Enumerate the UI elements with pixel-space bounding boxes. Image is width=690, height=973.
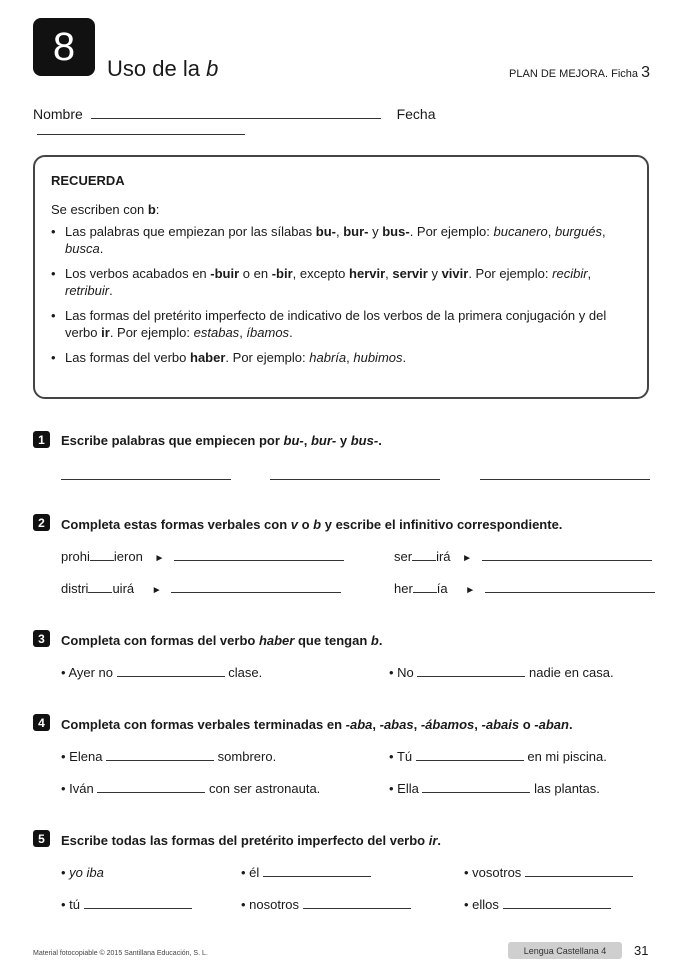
exercise-2-item-4: her ía ► [394,581,655,596]
arrow-right-icon: ► [154,553,165,564]
answer-blank[interactable] [525,875,633,877]
answer-blank[interactable] [417,675,525,677]
arrow-right-icon: ► [465,585,476,596]
recuerda-item-1: • Las palabras que empiezan por las sílabas bu-, bur- y bus-. Por ejemplo: bucanero, burgués, busca. [51,223,626,257]
copyright-notice: Material fotocopiable © 2015 Santillana Educación, S. L. [33,950,208,957]
exercise-5-number: 5 [33,830,50,847]
arrow-right-icon: ► [462,553,473,564]
letter-blank[interactable] [412,559,436,561]
exercise-5-item-6: • ellos [464,897,611,912]
recuerda-item-2: • Los verbos acabados en -buir o en -bir, excepto hervir, servir y vivir. Por ejemplo: recibir, retribuir. [51,265,626,299]
exercise-1-answer-3[interactable] [480,478,650,480]
answer-blank[interactable] [263,875,371,877]
exercise-2-item-1: prohi ieron ► [61,549,344,564]
book-title-tab: Lengua Castellana 4 [508,942,622,959]
recuerda-box [33,155,649,399]
infinitive-blank[interactable] [482,559,652,561]
answer-blank[interactable] [106,759,214,761]
exercise-4-number: 4 [33,714,50,731]
exercise-4-item-1: • Elena sombrero. [61,749,277,764]
recuerda-title: RECUERDA [51,173,125,188]
name-date-row [33,106,650,138]
recuerda-item-3: • Las formas del pretérito imperfecto de indicativo de los verbos de la primera conjugación y del verbo ir. Por ejemplo: estabas, íbamos. [51,307,626,341]
answer-blank[interactable] [84,907,192,909]
plan-label: PLAN DE MEJORA. Ficha 3 [509,64,650,81]
infinitive-blank[interactable] [485,591,655,593]
exercise-4-item-4: • Ella las plantas. [389,781,600,796]
exercise-2-item-2: ser irá ► [394,549,652,564]
date-field[interactable] [37,133,245,135]
answer-blank[interactable] [97,791,205,793]
exercise-5-item-1: • yo iba [61,865,104,880]
answer-blank[interactable] [303,907,411,909]
name-field[interactable] [91,117,381,119]
exercise-2-number: 2 [33,514,50,531]
recuerda-list [51,223,626,374]
exercise-4-item-2: • Tú en mi piscina. [389,749,607,764]
recuerda-item-4: • Las formas del verbo haber. Por ejemplo: habría, hubimos. [51,349,626,366]
answer-blank[interactable] [503,907,611,909]
exercise-5-item-5: • nosotros [241,897,411,912]
infinitive-blank[interactable] [174,559,344,561]
unit-number-badge: 8 [33,18,95,76]
arrow-right-icon: ► [151,585,162,596]
exercise-1-title: Escribe palabras que empiecen por bu-, bur- y bus-. [61,433,382,448]
answer-blank[interactable] [416,759,524,761]
exercise-3-item-1: • Ayer no clase. [61,665,263,680]
exercise-1-answer-2[interactable] [270,478,440,480]
name-label: Nombre [33,106,83,122]
infinitive-blank[interactable] [171,591,341,593]
exercise-2-title: Completa estas formas verbales con v o b y escribe el infinitivo correspondiente. [61,517,563,532]
exercise-3-number: 3 [33,630,50,647]
exercise-5-item-2: • él [241,865,371,880]
exercise-1-number: 1 [33,431,50,448]
letter-blank[interactable] [88,591,112,593]
exercise-3-title: Completa con formas del verbo haber que tengan b. [61,633,383,648]
exercise-5-item-3: • vosotros [464,865,633,880]
letter-blank[interactable] [90,559,114,561]
exercise-4-item-3: • Iván con ser astronauta. [61,781,321,796]
answer-blank[interactable] [422,791,530,793]
date-label: Fecha [396,106,436,122]
letter-blank[interactable] [413,591,437,593]
recuerda-intro: Se escriben con b: [51,202,160,217]
exercise-1-answer-1[interactable] [61,478,231,480]
exercise-5-item-4: • tú [61,897,192,912]
exercise-2-item-3: distri uirá ► [61,581,341,596]
exercise-4-title: Completa con formas verbales terminadas en -aba, -abas, -ábamos, -abais o -aban. [61,717,573,732]
exercise-3-item-2: • No nadie en casa. [389,665,614,680]
page-title: Uso de la b [107,56,219,81]
exercise-5-title: Escribe todas las formas del pretérito imperfecto del verbo ir. [61,833,442,848]
page-number: 31 [634,943,649,958]
answer-blank[interactable] [117,675,225,677]
